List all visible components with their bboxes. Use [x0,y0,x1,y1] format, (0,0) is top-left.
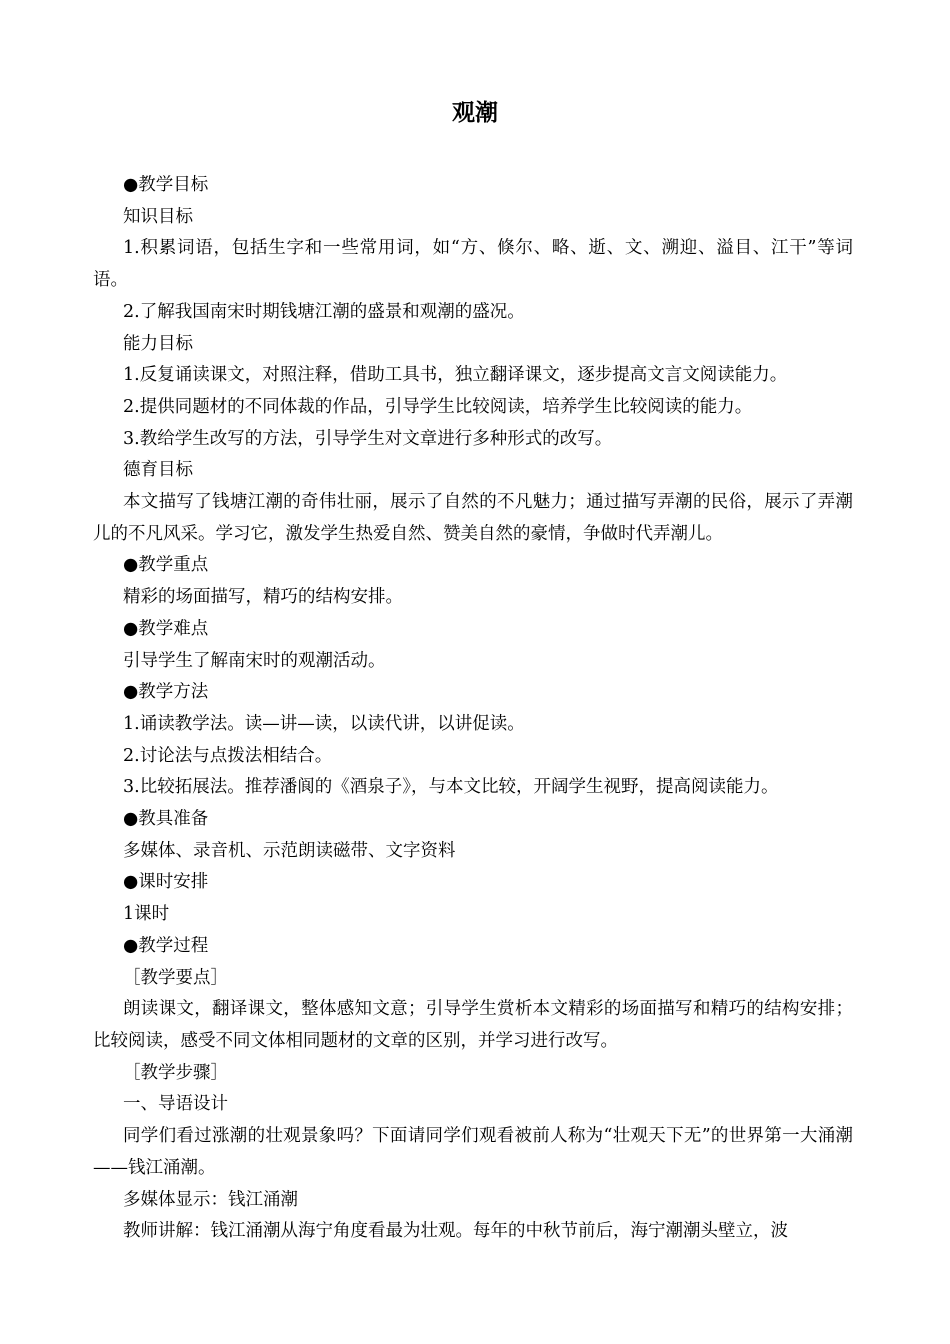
paragraph: 教师讲解：钱江涌潮从海宁角度看最为壮观。每年的中秋节前后，海宁潮潮头壁立，波 [123,1221,788,1242]
subheading-ability-goals: 能力目标 [123,333,193,354]
paragraph: 1.反复诵读课文，对照注释，借助工具书，独立翻译课文，逐步提高文言文阅读能力。 [123,365,788,386]
paragraph: 本文描写了钱塘江潮的奇伟壮丽，展示了自然的不凡魅力；通过描写弄潮的民俗，展示了弄潮儿的不凡风采。学习它，激发学生热爱自然、赞美自然的豪情，争做时代弄潮儿。 [93,492,853,544]
paragraph: 3.教给学生改写的方法，引导学生对文章进行多种形式的改写。 [123,428,613,449]
document-title: 观潮 [452,100,498,126]
heading-materials: ●教具准备 [123,809,209,830]
heading-methods: ●教学方法 [123,682,209,703]
paragraph: 1课时 [123,904,170,925]
heading-teaching-goals: ●教学目标 [123,175,209,195]
paragraph: 精彩的场面描写，精巧的结构安排。 [123,587,403,608]
paragraph: 1.积累词语，包括生字和一些常用词，如“方、倏尔、略、逝、文、溯迎、溢目、江干”等词语。 [93,238,853,291]
heading-difficulties: ●教学难点 [123,618,209,639]
heading-schedule: ●课时安排 [123,872,209,893]
paragraph: 朗读课文，翻译课文，整体感知文意；引导学生赏析本文精彩的场面描写和精巧的结构安排；比较阅读，感受不同文体相同题材的文章的区别，并学习进行改写。 [93,999,853,1051]
document-body [93,170,853,1248]
paragraph: 3.比较拓展法。推荐潘阆的《酒泉子》，与本文比较，开阔学生视野，提高阅读能力。 [123,777,779,798]
paragraph: 1.诵读教学法。读—讲—读，以读代讲，以讲促读。 [123,713,525,734]
heading-process: ●教学过程 [123,935,209,956]
subheading-knowledge-goals: 知识目标 [123,206,193,227]
subheading-moral-goals: 德育目标 [123,460,193,481]
subheading-intro-design: 一、导语设计 [123,1094,228,1115]
paragraph: 同学们看过涨潮的壮观景象吗？下面请同学们观看被前人称为“壮观天下无”的世界第一大涌潮——钱江涌潮。 [93,1126,853,1178]
paragraph: 多媒体显示：钱江涌潮 [123,1189,298,1210]
subheading-teaching-points: ［教学要点］ [123,967,228,988]
heading-key-points: ●教学重点 [123,555,209,576]
paragraph: 引导学生了解南宋时的观潮活动。 [123,650,386,671]
paragraph: 2.了解我国南宋时期钱塘江潮的盛景和观潮的盛况。 [123,301,525,322]
paragraph: 2.讨论法与点拨法相结合。 [123,745,333,766]
subheading-teaching-steps: ［教学步骤］ [123,1062,228,1083]
paragraph: 多媒体、录音机、示范朗读磁带、文字资料 [123,840,456,861]
paragraph: 2.提供同题材的不同体裁的作品，引导学生比较阅读，培养学生比较阅读的能力。 [123,396,753,417]
